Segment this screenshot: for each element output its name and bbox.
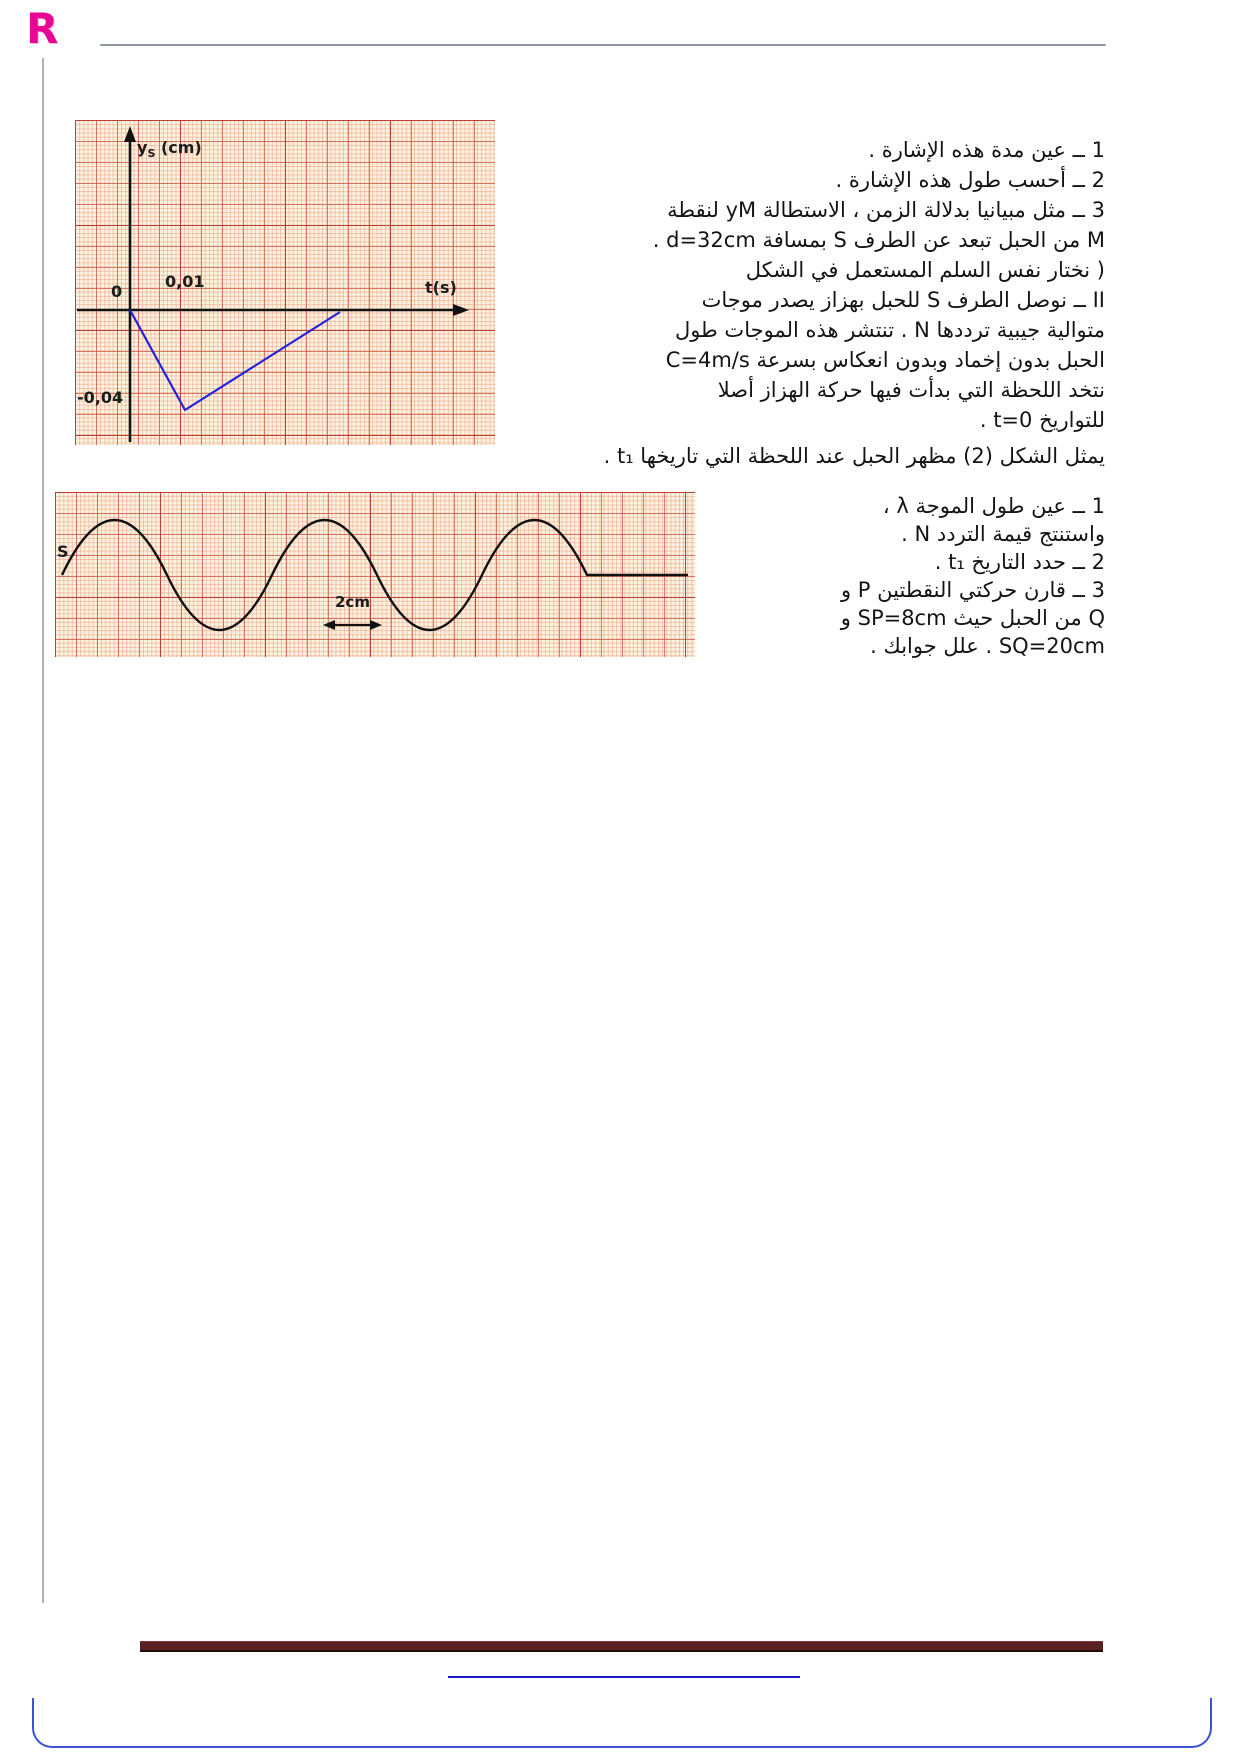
- x-axis-label: t(s): [425, 278, 457, 297]
- x-axis-arrow-icon: [453, 304, 469, 316]
- text-line: ( نختار نفس السلم المستعمل في الشكل: [745, 258, 1105, 282]
- text-line: نتخد اللحظة التي بدأت فيها حركة الهزاز أصلا: [717, 378, 1105, 402]
- text-line: Q من الحبل حيث SP=8cm و: [840, 606, 1105, 630]
- footer-link-underline: [448, 1676, 800, 1678]
- frame-top-line: [100, 44, 1106, 46]
- footer-divider: [140, 1641, 1103, 1652]
- y-axis-label: [137, 138, 202, 160]
- text-line: واستنتج قيمة التردد N .: [901, 522, 1105, 546]
- text-line: الحبل بدون إخماد وبدون انعكاس بسرعة C=4m/s: [665, 348, 1105, 372]
- scale-arrow-left-icon: [323, 620, 335, 630]
- y-axis-label-main: y: [137, 138, 148, 157]
- figure-1-signal-vs-time: [75, 120, 495, 445]
- y-tick-label-minus004: -0,04: [77, 388, 124, 407]
- scale-label: 2cm: [335, 593, 370, 611]
- text-line-bridge: يمثل الشكل (2) مظهر الحبل عند اللحظة التي تاريخها t₁ .: [603, 444, 1105, 468]
- frame-bottom-border: [32, 1698, 1212, 1748]
- source-point-label: S: [57, 542, 69, 561]
- x-tick-label-001: 0,01: [165, 272, 205, 291]
- figure-2-rope-wave: [55, 492, 695, 657]
- text-line: 3 ــ قارن حركتي النقطتين P و: [840, 578, 1105, 602]
- origin-label: 0: [111, 282, 123, 301]
- text-line: 1 ــ عين طول الموجة λ ،: [882, 494, 1105, 518]
- text-line: 2 ــ حدد التاريخ t₁ .: [934, 550, 1105, 574]
- rope-wave-curve: [62, 520, 688, 630]
- frame-left-line: [42, 58, 44, 1603]
- site-logo: R: [26, 4, 60, 53]
- signal-pulse-curve: [130, 310, 340, 410]
- y-axis-label-sub: S: [147, 147, 156, 161]
- scale-arrow-right-icon: [370, 620, 382, 630]
- y-axis-label-unit: (cm): [160, 138, 202, 157]
- text-line: 2 ــ أحسب طول هذه الإشارة .: [835, 168, 1105, 192]
- figure-2-plot: [55, 492, 695, 657]
- text-line: SQ=20cm . علل جوابك .: [870, 634, 1105, 658]
- text-line: M من الحبل تبعد عن الطرف S بمسافة d=32cm .: [652, 228, 1105, 252]
- y-axis-arrow-icon: [124, 126, 136, 142]
- text-line: 3 ــ مثل مبيانيا بدلالة الزمن ، الاستطالة yM لنقطة: [667, 198, 1105, 222]
- text-line: للتواريخ t=0 .: [979, 408, 1105, 432]
- text-line: متوالية جيبية ترددها N . تنتشر هذه الموجات طول: [674, 318, 1105, 342]
- text-line: 1 ــ عين مدة هذه الإشارة .: [868, 138, 1105, 162]
- text-line: II ــ نوصل الطرف S للحبل بهزاز يصدر موجات: [701, 288, 1105, 312]
